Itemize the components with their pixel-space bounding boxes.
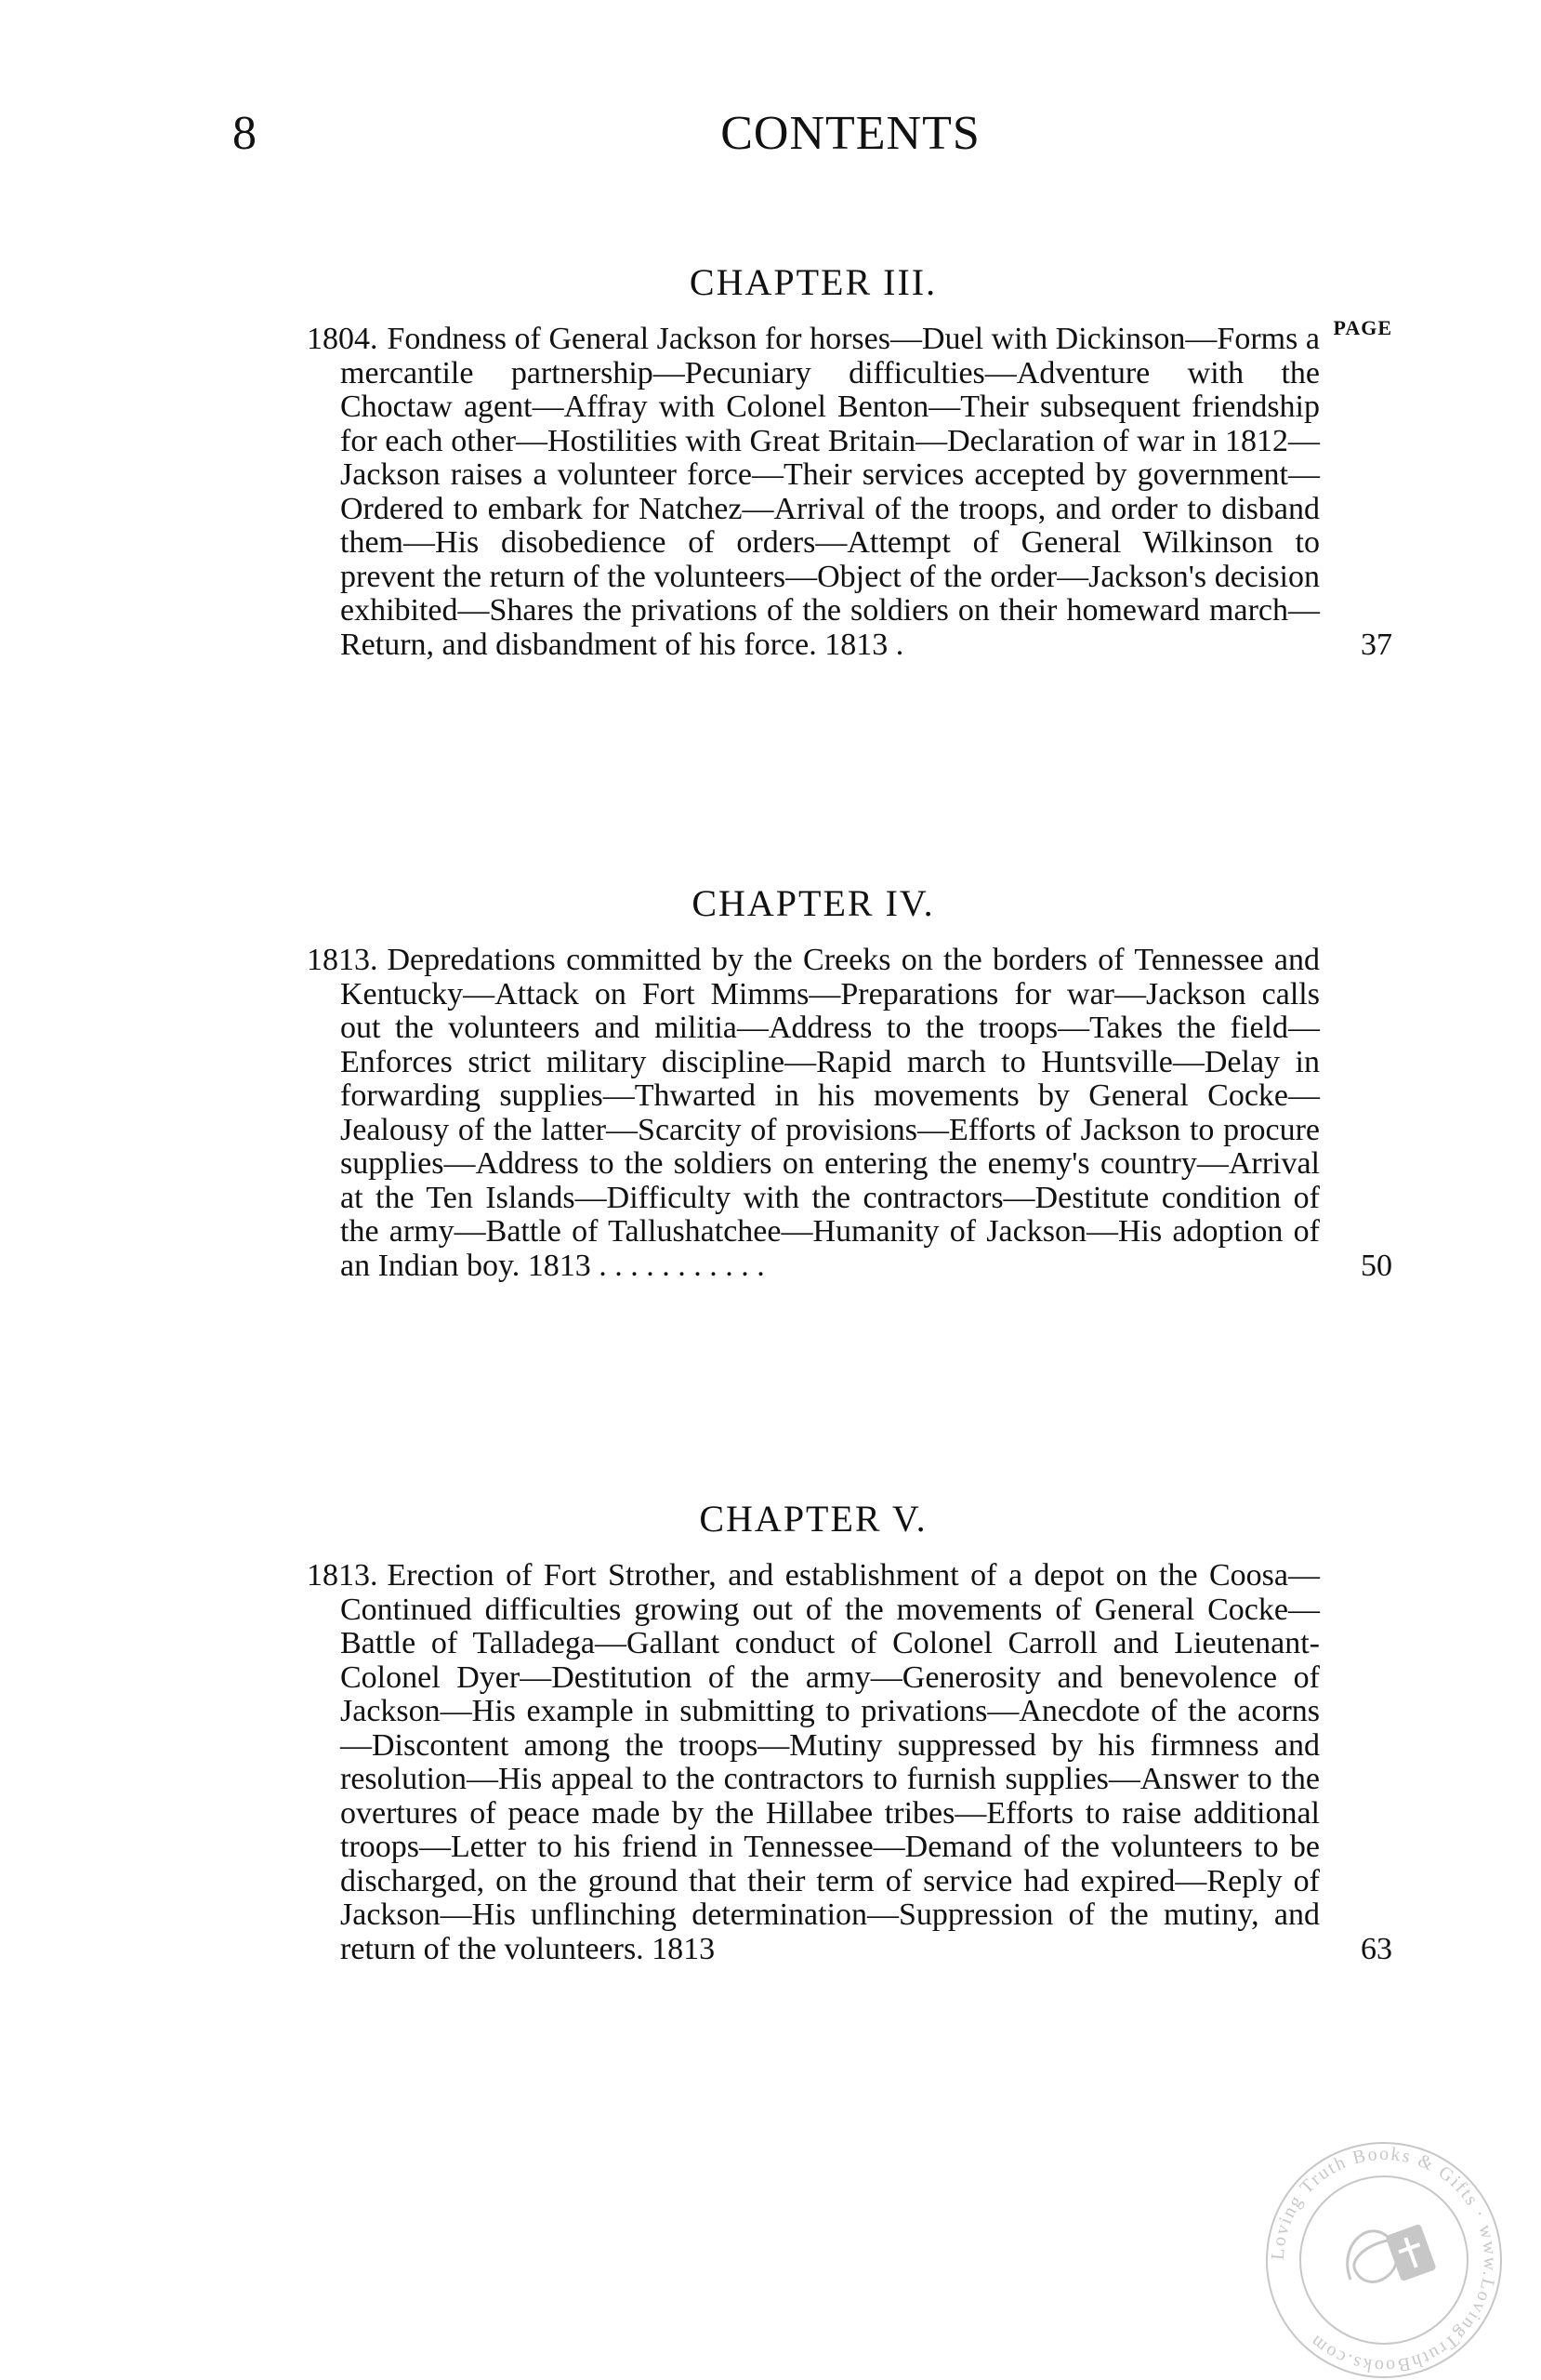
chapter-summary (307, 1558, 1392, 1966)
chapter-year: 1813. (307, 943, 378, 977)
chapter-summary-text: Erection of Fort Strother, and establishment of a depot on the Coosa—Continued difficulties growing out of the movements of General Cocke—Battle of Talladega—Gallant conduct of Colonel Carroll and Lieutenant-Colonel Dyer—Destitution of the army—Generosity and benevolence of Jackson—His example in submitting to privations—Anecdote of the acorns—Discontent among the troops—Mutiny suppressed by his firmness and resolution—His appeal to the contractors to furnish supplies—Answer to the overtures of peace made by the Hillabee tribes—Efforts to raise additional troops—Letter to his friend in Tennessee—Demand of the volunteers to be discharged, on the ground that their term of service had expired—Reply of Jackson—His unflinching determination—Suppression of the mutiny, and return of the volunteers. 1813 (340, 1558, 1320, 1966)
chapter-summary-text: Depredations committed by the Creeks on the borders of Tennessee and Kentucky—Attack on Fort Mimms—Preparations for war—Jackson calls out the volunteers and militia—Address to the troops—Takes the field—Enforces strict military discipline—Rapid march to Huntsville—Delay in forwarding supplies—Thwarted in his movements by General Cocke—Jealousy of the latter—Scarcity of provisions—Efforts of Jackson to procure supplies—Address to the soldiers on entering the enemy's country—Arrival at the Ten Islands—Difficulty with the contractors—Destitute condition of the army—Battle of Tallushatchee—Humanity of Jackson—His adoption of an Indian boy. 1813 . . . . . . . . . . . (340, 943, 1320, 1283)
chapter-page-ref: 50 (1361, 1248, 1392, 1283)
chapter-page-ref: 63 (1361, 1931, 1392, 1966)
chapter-section-4 (307, 881, 1392, 1283)
page-number: 8 (232, 107, 257, 160)
running-head-title: CONTENTS (720, 107, 981, 160)
seal-text: Loving Truth Books & Gifts · www.LovingTruthBooks.com (1267, 2143, 1501, 2377)
chapter-page-ref: 37 (1361, 627, 1392, 662)
publisher-seal-watermark (1262, 2140, 1506, 2380)
chapter-year: 1813. (307, 1558, 378, 1593)
chapter-summary (307, 943, 1392, 1283)
chapter-section-5 (307, 1497, 1392, 1966)
chapter-section-3 (307, 260, 1392, 662)
chapter-summary-text: Fondness of General Jackson for horses—Duel with Dickinson—Forms a mercantile partnership—Pecuniary difficulties—Adventure with the Choctaw agent—Affray with Colonel Benton—Their subsequent friendship for each other—Hostilities with Great Britain—Declaration of war in 1812—Jackson raises a volunteer force—Their services accepted by government—Ordered to embark for Natchez—Arrival of the troops, and order to disband them—His disobedience of orders—Attempt of General Wilkinson to prevent the return of the volunteers—Object of the order—Jackson's decision exhibited—Shares the privations of the soldiers on their homeward march—Return, and disbandment of his force. 1813 . (340, 322, 1320, 662)
page-column-label: PAGE (1333, 316, 1392, 339)
chapter-year: 1804. (307, 322, 378, 356)
chapter-heading: CHAPTER V. (699, 1498, 928, 1540)
chapter-heading: CHAPTER IV. (691, 882, 935, 924)
chapter-heading: CHAPTER III. (689, 261, 938, 303)
svg-text:Loving Truth Books & Gifts · w (1268, 2144, 1500, 2376)
